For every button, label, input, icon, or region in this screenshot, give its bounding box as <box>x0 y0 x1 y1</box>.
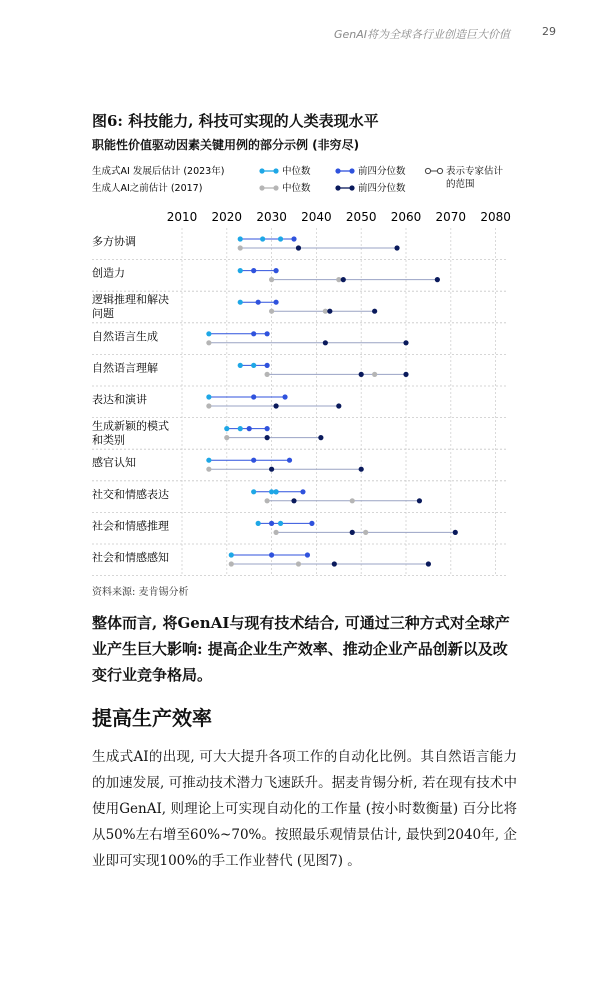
old-median-dot <box>350 498 355 503</box>
old-median-dot <box>238 245 243 250</box>
old-median-dot <box>265 372 270 377</box>
old-median-dot <box>265 498 270 503</box>
new-median-dot <box>206 394 211 399</box>
new-median-dot <box>238 363 243 368</box>
legend-new-median-label: 中位数 <box>282 166 311 177</box>
new-median-dot <box>238 268 243 273</box>
new-median-dot <box>251 363 256 368</box>
running-title: GenAI将为全球各行业创造巨大价值 <box>333 28 510 41</box>
category-label: 创造力 <box>92 266 125 280</box>
category-label: 和类别 <box>92 433 125 447</box>
new-quartile-dot <box>287 458 292 463</box>
legend-new-median-dot-2 <box>273 168 278 173</box>
old-median-dot <box>296 561 301 566</box>
old-median-dot <box>363 530 368 535</box>
new-quartile-dot <box>265 331 270 336</box>
old-median-dot <box>206 340 211 345</box>
legend-range-dot-2 <box>437 168 442 173</box>
category-label: 表达和演讲 <box>92 393 147 406</box>
new-quartile-dot <box>265 426 270 431</box>
new-quartile-dot <box>247 426 252 431</box>
old-median-dot <box>206 467 211 472</box>
old-median-dot <box>269 309 274 314</box>
new-quartile-dot <box>251 394 256 399</box>
x-axis-ticks <box>167 210 511 224</box>
old-quartile-dot <box>426 561 431 566</box>
x-tick-label: 2020 <box>211 210 243 224</box>
category-label: 生成新颖的模式 <box>92 419 169 433</box>
x-tick-label: 2050 <box>345 210 377 224</box>
category-label: 感官认知 <box>92 456 136 470</box>
old-quartile-dot <box>323 340 328 345</box>
old-quartile-dot <box>453 530 458 535</box>
section-heading: 提高生产效率 <box>92 706 212 730</box>
old-quartile-dot <box>359 372 364 377</box>
old-quartile-dot <box>273 403 278 408</box>
category-label: 多方协调 <box>92 235 136 248</box>
category-label: 社交和情感表达 <box>92 487 169 501</box>
body-paragraph: 生成式AI的出现, 可大大提升各项工作的自动化比例。其自然语言能力的加速发展, 可推动技术潜力飞速跃升。据麦肯锡分析, 若在现有技术中使用GenAI, 则理论上可实现自动化的工作量 (按小时数衡量) 百分比将从50%左右增至60%~70%。按照最乐观情景估计, 最快到2040年, 企业即可实现100%的手工作业替代 (见图7) 。 <box>92 749 517 869</box>
old-median-dot <box>372 372 377 377</box>
x-tick-label: 2040 <box>301 210 332 224</box>
new-quartile-dot <box>269 552 274 557</box>
old-quartile-dot <box>327 309 332 314</box>
legend-old-quartile-label: 前四分位数 <box>358 183 406 194</box>
new-median-dot <box>273 489 278 494</box>
category-label: 问题 <box>92 307 114 321</box>
new-quartile-dot <box>251 458 256 463</box>
new-median-dot <box>278 236 283 241</box>
legend-new-quartile-label: 前四分位数 <box>358 166 406 177</box>
old-quartile-dot <box>359 467 364 472</box>
old-median-dot <box>224 435 229 440</box>
old-quartile-dot <box>318 435 323 440</box>
x-tick-label: 2010 <box>166 210 198 224</box>
source-note: 资料来源: 麦肯锡分析 <box>92 587 189 598</box>
figure-subtitle: 职能性价值驱动因素关键用例的部分示例 (非穷尽) <box>92 138 360 152</box>
category-label: 社会和情感推理 <box>92 519 169 533</box>
new-quartile-dot <box>251 268 256 273</box>
legend-new-quartile-dot <box>335 168 340 173</box>
new-quartile-dot <box>291 236 296 241</box>
summary-paragraph: 整体而言, 将GenAI与现有技术结合, 可通过三种方式对全球产业产生巨大影响: 提高企业生产效率、推动企业产品创新以及改变行业竞争格局。 <box>92 614 510 684</box>
old-quartile-dot <box>296 245 301 250</box>
new-median-dot <box>269 489 274 494</box>
old-quartile-dot <box>336 403 341 408</box>
figure-title: 图6: 科技能力, 科技可实现的人类表现水平 <box>92 112 379 130</box>
new-median-dot <box>251 489 256 494</box>
legend-range-note-2: 的范围 <box>446 179 475 190</box>
old-quartile-dot <box>394 245 399 250</box>
new-quartile-dot <box>300 489 305 494</box>
old-quartile-dot <box>403 340 408 345</box>
legend-old-median-dot-2 <box>273 185 278 190</box>
legend-series-old: 生成人AI之前估计 (2017) <box>92 183 203 194</box>
legend-new-median-dot <box>259 168 264 173</box>
old-median-dot <box>206 403 211 408</box>
new-quartile-dot <box>269 521 274 526</box>
old-median-dot <box>269 277 274 282</box>
new-quartile-dot <box>309 521 314 526</box>
plot-area <box>92 228 508 576</box>
new-quartile-dot <box>251 331 256 336</box>
page-number: 29 <box>542 25 556 38</box>
old-quartile-dot <box>269 467 274 472</box>
legend-range-dot <box>425 168 430 173</box>
legend-old-median-dot <box>259 185 264 190</box>
new-quartile-dot <box>273 268 278 273</box>
old-quartile-dot <box>403 372 408 377</box>
new-median-dot <box>224 426 229 431</box>
x-tick-label: 2080 <box>480 210 511 224</box>
new-quartile-dot <box>265 363 270 368</box>
category-label: 自然语言生成 <box>92 329 158 343</box>
old-quartile-dot <box>350 530 355 535</box>
category-label: 逻辑推理和解决 <box>92 293 169 307</box>
legend-series-new: 生成式AI 发展后估计 (2023年) <box>92 166 225 177</box>
old-quartile-dot <box>265 435 270 440</box>
new-quartile-dot <box>282 394 287 399</box>
new-median-dot <box>238 236 243 241</box>
old-quartile-dot <box>341 277 346 282</box>
old-median-dot <box>229 561 234 566</box>
old-median-dot <box>323 309 328 314</box>
legend-old-median-label: 中位数 <box>282 183 311 194</box>
old-quartile-dot <box>291 498 296 503</box>
new-median-dot <box>206 331 211 336</box>
category-label: 自然语言理解 <box>92 361 158 375</box>
new-quartile-dot <box>273 300 278 305</box>
legend-new-quartile-dot-2 <box>349 168 354 173</box>
old-quartile-dot <box>417 498 422 503</box>
new-median-dot <box>238 426 243 431</box>
legend-old-quartile-dot <box>335 185 340 190</box>
old-quartile-dot <box>372 309 377 314</box>
category-label: 社会和情感感知 <box>92 551 169 564</box>
legend <box>92 165 504 194</box>
new-quartile-dot <box>305 552 310 557</box>
old-median-dot <box>336 277 341 282</box>
legend-old-quartile-dot-2 <box>349 185 354 190</box>
new-median-dot <box>260 236 265 241</box>
new-median-dot <box>206 458 211 463</box>
old-quartile-dot <box>332 561 337 566</box>
x-tick-label: 2060 <box>390 210 422 224</box>
old-quartile-dot <box>435 277 440 282</box>
new-median-dot <box>229 552 234 557</box>
new-median-dot <box>256 521 261 526</box>
x-tick-label: 2030 <box>256 210 287 224</box>
x-tick-label: 2070 <box>435 210 467 224</box>
new-median-dot <box>278 521 283 526</box>
new-quartile-dot <box>256 300 261 305</box>
new-median-dot <box>238 300 243 305</box>
old-median-dot <box>273 530 278 535</box>
legend-range-note-1: 表示专家估计 <box>446 166 504 177</box>
